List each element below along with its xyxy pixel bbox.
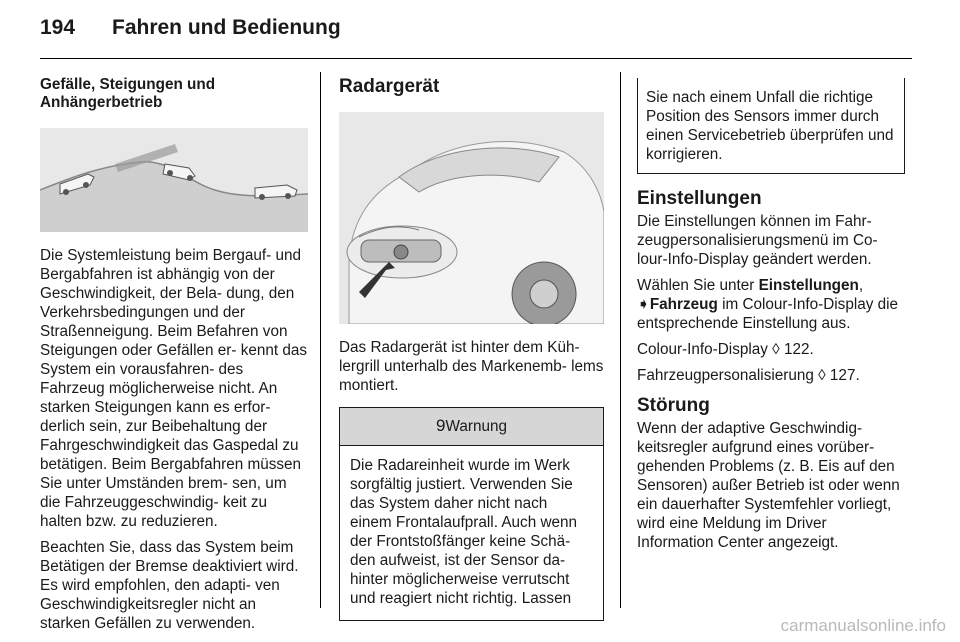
- cross-reference-colour-info[interactable]: Colour-Info-Display ◊ 122.: [637, 341, 814, 358]
- page-header: [40, 16, 341, 40]
- column-2: [339, 70, 604, 621]
- paragraph-settings-1: Die Einstellungen können im Fahr- zeugpersonalisierungsmenü im Co- lour-Info-Display geändert werden.: [637, 213, 878, 268]
- menu-term-settings: Einstellungen: [758, 277, 859, 294]
- cross-reference-personalisation[interactable]: Fahrzeugpersonalisierung ◊ 127.: [637, 367, 860, 384]
- column-divider-2: [620, 72, 621, 608]
- paragraph-settings-2: [637, 276, 905, 333]
- section-heading-settings: Einstellungen: [637, 188, 762, 209]
- menu-term-vehicle: Fahrzeug: [649, 296, 718, 313]
- hill-cars-icon: [40, 128, 308, 232]
- column-1: [40, 70, 308, 640]
- column-3: [637, 70, 905, 559]
- text-segment: im Colour-Info-Display die entsprechende Einstellung aus.: [637, 296, 899, 332]
- paragraph-slopes-1: Die Systemleistung beim Bergauf- und Bergabfahren ist abhängig von der Geschwindigkeit, der Bela- dung, den Verkehrsbedingungen und der Straßenneigung. Beim Befahren von Steigungen oder Gefällen er- kennt das System ein vorausfahren- des Fahrzeug möglicherweise nicht. An starken Steigungen kann es erfor- derlich sein, zur Beibehaltung der Fahrgeschwindigkeit das Gaspedal zu betätigen. Beim Bergabfahren müssen Sie unter Umständen brem- sen, um die Fahrzeuggeschwindig- keit zu halten bzw. zu reduzieren.: [40, 247, 308, 530]
- arrow-icon: ➧: [637, 296, 650, 313]
- section-heading-radar: Radargerät: [339, 76, 440, 97]
- warning-header: [340, 408, 603, 446]
- paragraph-radar: Das Radargerät ist hinter dem Küh- lergrill unterhalb des Markenemb- lems montiert.: [339, 339, 604, 394]
- warning-title: Warnung: [445, 418, 507, 435]
- car-front-icon: [339, 112, 604, 324]
- paragraph-slopes-2: Beachten Sie, dass das System beim Betätigen der Bremse deaktiviert wird. Es wird empfohlen, den adapti- ven Geschwindigkeitsregler nicht an starken Gefällen zu verwenden.: [40, 539, 299, 632]
- chapter-title: Fahren und Bedienung: [112, 16, 341, 39]
- warning-body: Die Radareinheit wurde im Werk sorgfältig justiert. Verwenden Sie das System daher nicht nach einem Frontalaufprall. Auch wenn der Frontstoßfänger keine Schä- den aufweist, ist der Sensor da- hinter möglicherweise verrutscht und reagiert nicht richtig. Lassen: [350, 457, 578, 607]
- hill-cars-illustration: [40, 128, 308, 232]
- section-heading-fault: Störung: [637, 395, 710, 416]
- warning-box-continued: Sie nach einem Unfall die richtige Position des Sensors immer durch einen Servicebetrieb überprüfen und korrigieren.: [637, 78, 905, 174]
- warning-box: [339, 407, 604, 621]
- watermark: carmanualsonline.info: [780, 616, 946, 635]
- column-divider-1: [320, 72, 321, 608]
- page-number: 194: [40, 16, 76, 39]
- warning-icon: 9: [436, 416, 446, 435]
- text-segment: Wählen Sie unter: [637, 277, 759, 294]
- paragraph-fault: Wenn der adaptive Geschwindig- keitsregler aufgrund eines vorüber- gehenden Problems (z. B. Eis auf den Sensoren) außer Betrieb ist oder wenn ein dauerhafter Systemfehler vorliegt, wird eine Meldung im Driver Information Center angezeigt.: [637, 420, 900, 551]
- section-heading-slopes: Gefälle, Steigungen und Anhängerbetrieb: [40, 76, 216, 111]
- text-segment: ,: [858, 277, 864, 294]
- header-divider: [40, 58, 912, 59]
- car-radar-illustration: [339, 112, 604, 324]
